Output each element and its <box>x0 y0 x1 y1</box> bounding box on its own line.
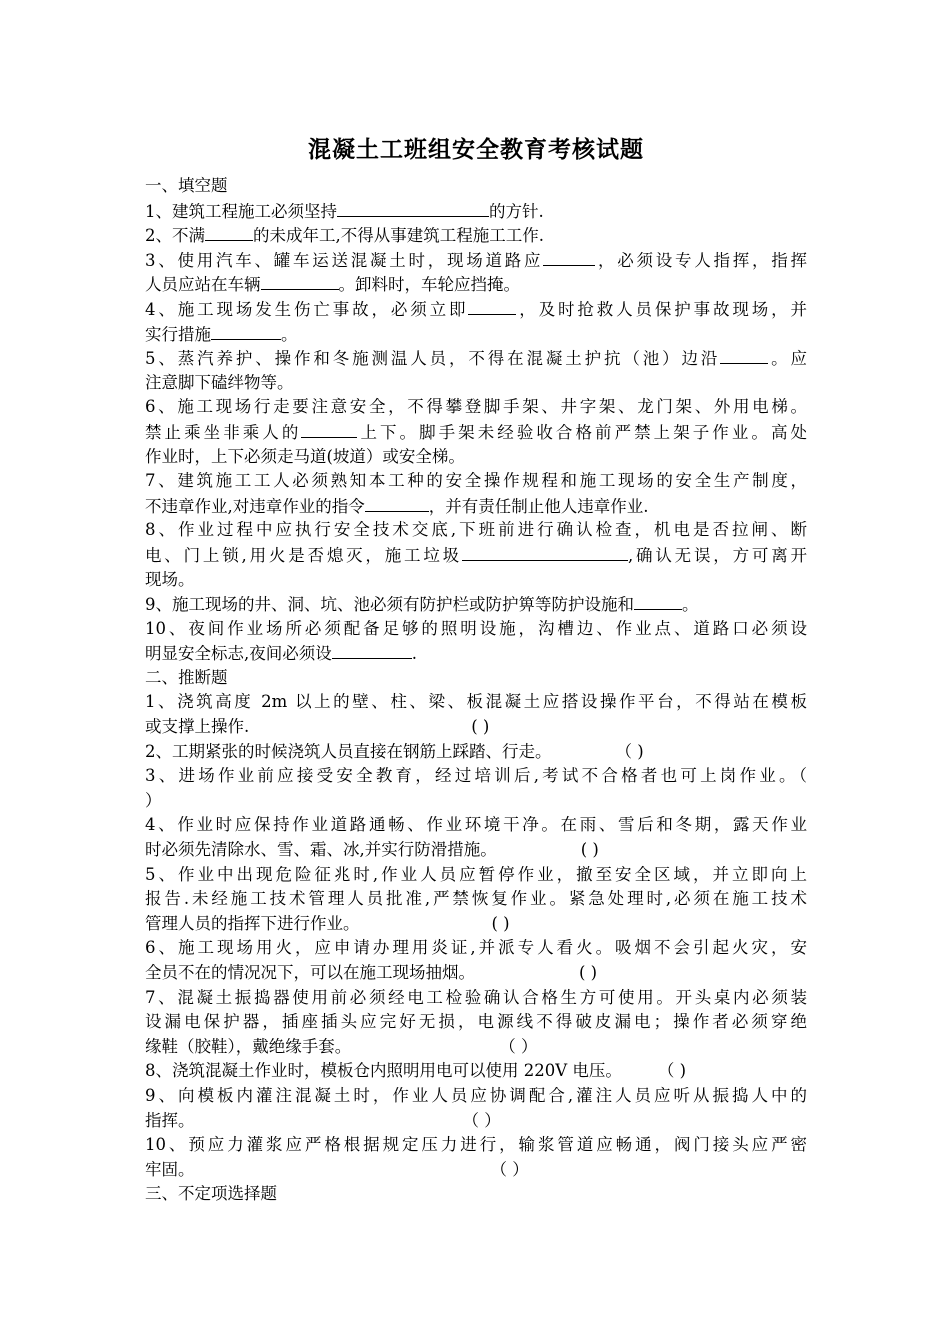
judge-question-7-cont2: 缘鞋（胶鞋），戴绝缘手套。 （ ） <box>145 1035 807 1060</box>
answer-parens[interactable]: （ ） <box>490 1159 529 1179</box>
section-heading: 三、不定项选择题 <box>145 1184 277 1204</box>
judge-question-8: 8、浇筑混凝土作业时，模板仓内照明用电可以使用 220V 电压。 （ ) <box>145 1059 807 1084</box>
answer-blank[interactable] <box>205 223 253 241</box>
judge-question-6-cont: 全员不在的情况况下，可以在施工现场抽烟。 ( ) <box>145 961 807 986</box>
answer-parens[interactable]: （ ） <box>462 1110 501 1130</box>
answer-blank[interactable] <box>720 346 768 364</box>
judge-question-4-cont: 时必须先清除水、雪、霜、冰,并实行防滑措施。 ( ) <box>145 838 807 863</box>
fill-question-1: 1、建筑工程施工必须坚持 的方针. <box>145 199 807 224</box>
fill-question-7-cont: 不违章作业,对违章作业的指令 ，并有责任制止他人违章作业. <box>145 494 807 519</box>
answer-blank[interactable] <box>468 297 516 315</box>
judge-question-1: 1、浇筑高度 2m 以上的壁、柱、梁、板混凝土应搭设操作平台，不得站在模板 <box>145 692 807 712</box>
judge-question-9-cont: 指挥。 （ ） <box>145 1109 807 1134</box>
fill-question-2: 2、不满 的未成年工,不得从事建筑工程施工工作. <box>145 223 807 248</box>
judge-question-1-cont: 或支撑上操作. ( ) <box>145 715 807 740</box>
judge-question-6: 6、施工现场用火，应申请办理用炎证,并派专人看火。吸烟不会引起火灾，安 <box>145 938 807 958</box>
fill-question-6-cont2: 作业时，上下必须走马道(坡道）或安全梯。 <box>145 446 465 466</box>
answer-parens[interactable]: （ ) <box>615 741 644 761</box>
fill-question-3: 3、使用汽车、罐车运送混凝土时，现场道路应 ，必须设专人指挥，指挥 <box>145 248 807 273</box>
fill-question-8-cont: 电、门上锁,用火是否熄灭，施工垃圾 ,确认无误，方可离开 <box>145 543 807 568</box>
judge-question-5: 5、作业中出现危险征兆时,作业人员应暂停作业，撤至安全区域，并立即向上 <box>145 864 807 884</box>
fill-question-4-cont: 实行措施 。 <box>145 322 807 347</box>
fill-question-8: 8、作业过程中应执行安全技术交底,下班前进行确认检查，机电是否拉闸、断 <box>145 520 807 540</box>
answer-blank[interactable] <box>332 641 412 659</box>
fill-question-5-cont: 注意脚下磕绊物等。 <box>145 372 294 392</box>
answer-parens[interactable]: ( ) <box>471 717 490 737</box>
answer-parens[interactable]: ( ) <box>580 840 599 860</box>
answer-blank[interactable] <box>301 420 357 438</box>
judge-question-7-cont: 设漏电保护器，插座插头应完好无损，电源线不得破皮漏电；操作者必须穿绝 <box>145 1012 807 1032</box>
fill-question-10-cont: 明显安全标志,夜间必须设 . <box>145 641 807 666</box>
judge-question-3-cont[interactable]: ） <box>145 790 162 810</box>
fill-question-6: 6、施工现场行走要注意安全，不得攀登脚手架、井字架、龙门架、外用电梯。 <box>145 397 807 417</box>
judge-question-10-cont: 牢固。 （ ） <box>145 1158 807 1183</box>
judge-question-4: 4、作业时应保持作业道路通畅、作业环境干净。在雨、雪后和冬期，露天作业 <box>145 815 807 835</box>
document-body <box>145 174 807 1207</box>
judge-question-2: 2、工期紧张的时候浇筑人员直接在钢筋上踩踏、行走。 （ ) <box>145 740 807 765</box>
fill-question-10: 10、夜间作业场所必须配备足够的照明设施，沟槽边、作业点、道路口必须设 <box>145 618 807 638</box>
fill-question-4: 4、施工现场发生伤亡事故，必须立即 ，及时抢救人员保护事故现场，并 <box>145 297 807 322</box>
fill-question-8-cont2: 现场。 <box>145 569 195 589</box>
answer-parens[interactable]: （ ） <box>499 1036 538 1056</box>
answer-blank[interactable] <box>634 592 682 610</box>
fill-question-7: 7、建筑施工工人必须熟知本工种的安全操作规程和施工现场的安全生产制度， <box>145 471 807 491</box>
answer-blank[interactable] <box>211 322 281 340</box>
answer-blank[interactable] <box>543 248 595 266</box>
judge-question-10: 10、预应力灌浆应严格根据规定压力进行，输浆管道应畅通，阀门接头应严密 <box>145 1135 807 1155</box>
answer-blank[interactable] <box>261 272 339 290</box>
judge-question-5-cont: 报告.未经施工技术管理人员批准,严禁恢复作业。紧急处理时,必须在施工技术 <box>145 889 807 909</box>
answer-parens[interactable]: ( ) <box>579 963 598 982</box>
answer-blank[interactable] <box>462 543 628 561</box>
fill-question-3-cont: 人员应站在车辆 。卸料时，车轮应挡掩。 <box>145 272 807 297</box>
judge-question-3: 3、进场作业前应接受安全教育，经过培训后,考试不合格者也可上岗作业。（ <box>145 766 807 786</box>
judge-question-9: 9、向模板内灌注混凝土时，作业人员应协调配合,灌注人员应听从振捣人中的 <box>145 1085 807 1105</box>
fill-question-9: 9、施工现场的井、洞、坑、池必须有防护栏或防护箅等防护设施和 。 <box>145 592 807 617</box>
answer-parens[interactable]: （ ) <box>657 1061 687 1081</box>
answer-parens[interactable]: ( ) <box>491 913 510 933</box>
judge-question-7: 7、混凝土振捣器使用前必须经电工检验确认合格生方可使用。开头桌内必须装 <box>145 987 807 1007</box>
fill-question-6-cont: 禁止乘坐非乘人的 上下。脚手架未经验收合格前严禁上架子作业。高处 <box>145 420 807 445</box>
answer-blank[interactable] <box>365 494 429 512</box>
judge-question-5-cont2: 管理人员的指挥下进行作业。 ( ) <box>145 912 807 937</box>
section-heading: 二、推断题 <box>145 667 228 687</box>
page-title: 混凝土工班组安全教育考核试题 <box>308 136 644 163</box>
answer-blank[interactable] <box>337 199 489 217</box>
section-heading: 一、填空题 <box>145 176 228 195</box>
fill-question-5: 5、蒸汽养护、操作和冬施测温人员，不得在混凝土护抗（池）边沿 。应 <box>145 346 807 371</box>
